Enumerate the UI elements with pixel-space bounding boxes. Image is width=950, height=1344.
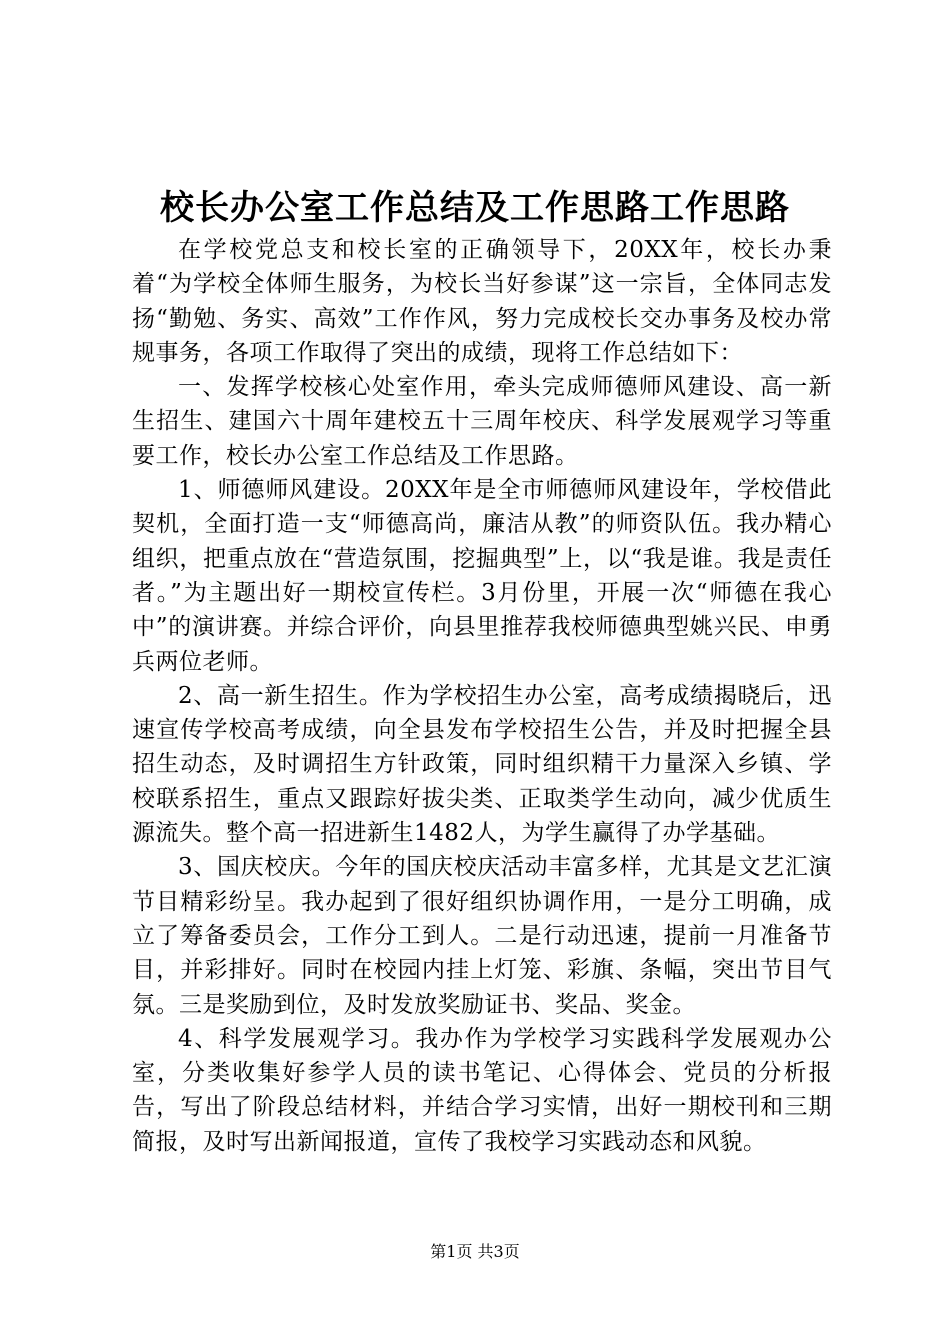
page-number: 第1页 共3页 <box>430 1242 520 1261</box>
paragraph-item-1: 1、师德师风建设。20XX年是全市师德师风建设年，学校借此契机，全面打造一支“师德高尚，廉洁从教”的师资队伍。我办精心组织，把重点放在“营造氛围，挖掘典型”上，以“我是谁。我是责任者。”为主题出好一期校宣传栏。3月份里，开展一次“师德在我心中”的演讲赛。并综合评价，向县里推荐我校师德典型姚兴民、申勇兵两位老师。 <box>132 477 832 675</box>
document-body <box>132 233 832 1159</box>
document-title: 校长办公室工作总结及工作思路工作思路 <box>160 188 790 228</box>
paragraph-section-1: 一、发挥学校核心处室作用，牵头完成师德师风建设、高一新生招生、建国六十周年建校五十三周年校庆、科学发展观学习等重要工作，校长办公室工作总结及工作思路。 <box>132 374 832 469</box>
paragraph-item-3: 3、国庆校庆。今年的国庆校庆活动丰富多样，尤其是文艺汇演节目精彩纷呈。我办起到了很好组织协调作用，一是分工明确，成立了筹备委员会，工作分工到人。二是行动迅速，提前一月准备节目，并彩排好。同时在校园内挂上灯笼、彩旗、条幅，突出节目气氛。三是奖励到位，及时发放奖励证书、奖品、奖金。 <box>132 854 832 1018</box>
paragraph-item-4: 4、科学发展观学习。我办作为学校学习实践科学发展观办公室，分类收集好参学人员的读书笔记、心得体会、党员的分析报告，写出了阶段总结材料，并结合学习实情，出好一期校刊和三期简报，及时写出新闻报道，宣传了我校学习实践动态和风貌。 <box>132 1025 832 1155</box>
paragraph-item-2: 2、高一新生招生。作为学校招生办公室，高考成绩揭晓后，迅速宣传学校高考成绩，向全县发布学校招生公告，并及时把握全县招生动态，及时调招生方针政策，同时组织精干力量深入乡镇、学校联系招生，重点又跟踪好拔尖类、正取类学生动向，减少优质生源流失。整个高一招进新生1482人，为学生赢得了办学基础。 <box>132 682 832 847</box>
paragraph-intro: 在学校党总支和校长室的正确领导下，20XX年，校长办秉着“为学校全体师生服务，为校长当好参谋”这一宗旨，全体同志发扬“勤勉、务实、高效”工作作风，努力完成校长交办事务及校办常规事务，各项工作取得了突出的成绩，现将工作总结如下： <box>132 237 832 366</box>
